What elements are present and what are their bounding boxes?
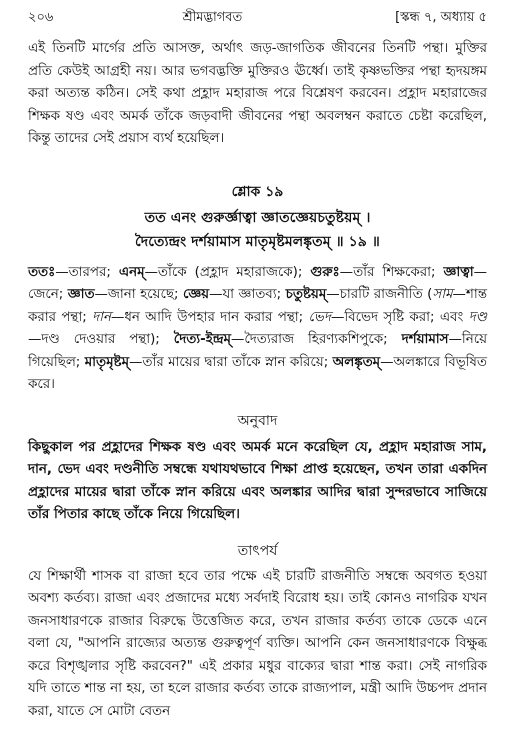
- synonym-word: মাতৃমৃষ্টম্: [84, 354, 129, 370]
- book-title: শ্রীমদ্ভাগবত: [182, 10, 243, 25]
- verse-line-2: দৈত্যেন্দ্রং দর্শয়ামাস মাতৃমৃষ্টমলঙ্কৃতম্ ॥ ১৯ ॥: [135, 233, 380, 250]
- synonym-word: দণ্ড: [468, 309, 487, 325]
- synonym-word: জ্ঞাত্বা: [443, 264, 474, 280]
- translation-heading: অনুবাদ: [237, 412, 278, 429]
- synonym-word: চতুষ্টয়ম্: [285, 287, 327, 302]
- page-header: [28, 8, 487, 32]
- page-number: ২০৬: [28, 10, 54, 25]
- synonym-word: দান: [92, 309, 111, 325]
- synonym-word: জ্ঞাত: [67, 287, 95, 302]
- synonym-meaning: —বিভেদ সৃষ্টি করা; এবং: [330, 309, 469, 325]
- synonym-word: ততঃ: [28, 264, 56, 280]
- synonym-word: এনম্: [118, 264, 145, 280]
- synonym-meaning: —জেনে;: [28, 264, 487, 302]
- translation-text: কিছুকাল পর প্রহ্লাদের শিক্ষক ষণ্ড এবং অমর্ক মনে করেছিল যে, প্রহ্লাদ মহারাজ সাম, দান, ভেদ এবং দণ্ডনীতি সম্বন্ধে যথাযথভাবে শিক্ষা প্রাপ্ত হয়েছেন, তখন তারা একদিন প্রহ্লাদের মায়ের দ্বারা তাঁকে স্নান করিয়ে এবং অলঙ্কার আদির দ্বারা সুন্দরভাবে সাজিয়ে তাঁর পিতার কাছে তাঁকে নিয়ে গিয়েছিল।: [28, 439, 487, 522]
- shloka-heading: শ্লোক ১৯: [231, 183, 284, 200]
- verse-line-1: তত এনং গুরুর্জ্ঞাত্বা জ্ঞাতজ্ঞেয়চতুষ্টয়ম্ ।: [144, 209, 371, 226]
- synonym-word: দর্শয়ামাস: [401, 332, 449, 347]
- synonym-meaning: —নিয়ে গিয়েছিল;: [28, 332, 488, 370]
- purport-heading: তাৎপর্য: [237, 542, 278, 559]
- synonym-meaning: —জানা হয়েছে;: [94, 287, 183, 302]
- synonym-meaning: —যা জ্ঞাতব্য;: [209, 287, 286, 302]
- purport-text: যে শিক্ষার্থী শাসক বা রাজা হবে তার পক্ষে এই চারটি রাজনীতি সম্বন্ধে অবগত হওয়া অবশ্য কর্তব্য। রাজা এবং প্রজাদের মধ্যে সর্বদাই বিরোধ হয়। তাই কোনও নাগরিক যখন জনসাধারণকে রাজার বিরুদ্ধে উত্তেজিত করে, তখন রাজার কর্তব্য তাকে ডেকে এনে বলা যে, "আপনি রাজ্যের অত্যন্ত গুরুত্বপূর্ণ ব্যক্তি। আপনি কেন জনসাধারণকে বিক্ষুব্ধ করে বিশৃঙ্খলার সৃষ্টি করবেন?" এই প্রকার মধুর বাক্যের দ্বারা শান্ত করা। সেই নাগরিক যদি তাতে শান্ত না হয়, তা হলে রাজার কর্তব্য তাকে রাজ্যপাল, মন্ত্রী আদি উচ্চপদ প্রদান করা, যাতে সে মোটা বেতন: [28, 568, 487, 719]
- synonym-meaning: —দৈত্যরাজ হিরণ্যকশিপুকে;: [230, 332, 402, 347]
- synonym-word: অলঙ্কৃতম্: [332, 354, 381, 370]
- synonym-meaning: —ধন আদি উপহার দান করার পন্থা;: [110, 309, 309, 325]
- synonym-word: জ্ঞেয়: [182, 287, 210, 302]
- synonym-meaning: —তাঁকে (প্রহ্লাদ মহারাজকে);: [144, 264, 311, 280]
- synonym-meaning: —অলঙ্কারে বিভূষিত করে।: [28, 354, 487, 392]
- synonym-meaning: —তাঁর শিক্ষকেরা;: [339, 264, 444, 280]
- synonym-meaning: —তারপর;: [55, 264, 119, 280]
- synonym-meaning: —দণ্ড দেওয়ার পন্থা);: [28, 332, 174, 347]
- synonym-word: ভেদ: [308, 309, 331, 325]
- synonym-word: সাম: [432, 287, 453, 302]
- synonym-meaning: —চারটি রাজনীতি (: [326, 287, 433, 302]
- intro-paragraph: এই তিনটি মার্গের প্রতি আসক্ত, অর্থাৎ জড়-জাগতিক জীবনের তিনটি পন্থা। মুক্তির প্রতি কেউই আগ্রহী নয়। আর ভগবদ্ভক্তি মুক্তিরও ঊর্ধ্বে। তাই কৃষ্ণভক্তির পন্থা হৃদয়ঙ্গম করা অত্যন্ত কঠিন। সেই কথা প্রহ্লাদ মহারাজ পরে বিশ্লেষণ করবেন। প্রহ্লাদ মহারাজের শিক্ষক ষণ্ড এবং অমর্ক তাঁকে জড়বাদী জীবনের পন্থা অবলম্বন করাতে চেষ্টা করেছিল, কিন্তু তাদের সেই প্রয়াস ব্যর্থ হয়েছিল।: [28, 41, 487, 146]
- synonym-meaning: —শান্ত করার পন্থা;: [28, 287, 487, 325]
- synonym-word: গুরুঃ: [310, 264, 340, 280]
- section-reference: [স্কন্ধ ৭, অধ্যায় ৫: [395, 10, 487, 25]
- synonym-word: দৈত্য-ইন্দ্রম্: [173, 332, 231, 347]
- synonyms-paragraph: [28, 262, 487, 397]
- synonym-meaning: —তাঁর মায়ের দ্বারা তাঁকে স্নান করিয়ে;: [129, 354, 333, 370]
